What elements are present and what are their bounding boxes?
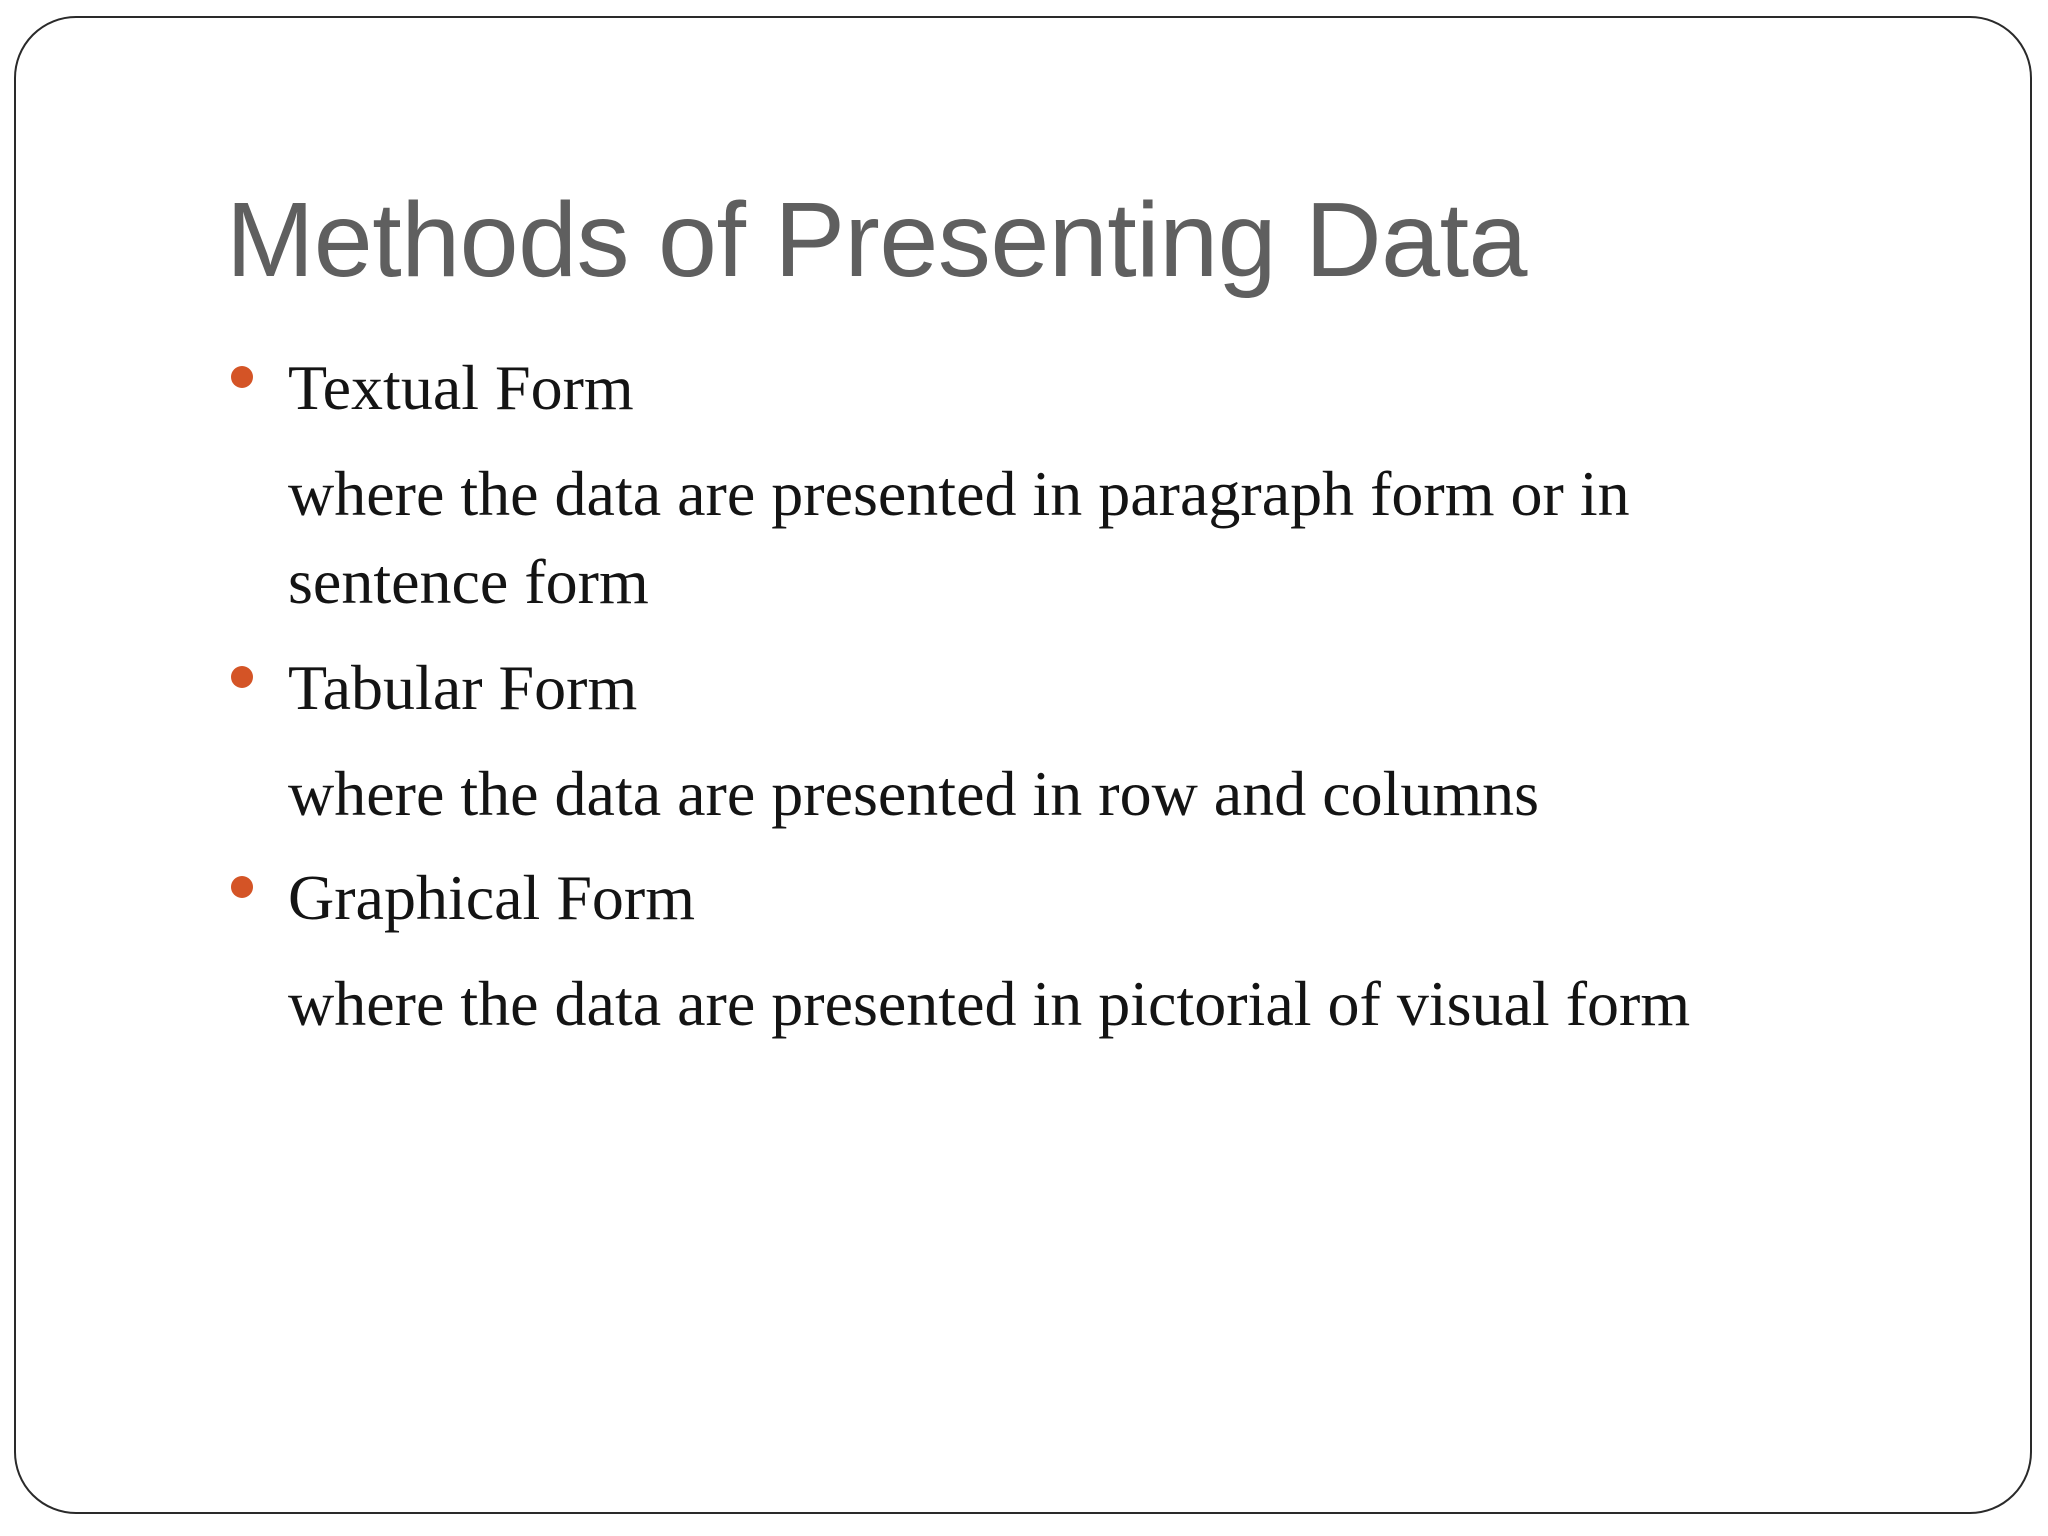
bullet-description-textual: where the data are presented in paragraph form or in sentence form	[288, 458, 1630, 617]
bullet-heading-tabular: Tabular Form	[288, 652, 638, 723]
bullet-dot-icon	[231, 666, 253, 688]
bullet-description-graphical: where the data are presented in pictorial of visual form	[288, 968, 1691, 1039]
bullet-heading-textual: Textual Form	[288, 352, 634, 423]
bullet-description-tabular: where the data are presented in row and columns	[288, 758, 1540, 829]
bullet-heading-graphical: Graphical Form	[288, 862, 695, 933]
bullet-dot-icon	[231, 876, 253, 898]
slide-title: Methods of Presenting Data	[226, 181, 1527, 299]
bullet-dot-icon	[231, 366, 253, 388]
